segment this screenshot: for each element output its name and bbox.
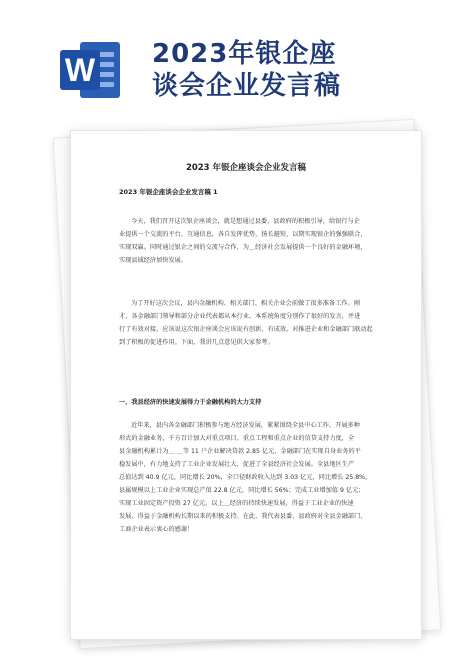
paragraph-line: 县属规模以上工业企业实现总产值 22.8 亿元，同比增长 56%；完成工业增加值 9 亿元； — [119, 487, 365, 494]
paragraph-line: 实现工业固定资产投资 27 亿元。以上＿经济的持续快速发展，得益于工业企业的快速 — [119, 500, 354, 507]
paragraph-line: 业提供一个交流的平台，互通信息，各自发挥优势，扬长避短，以期实现银企的强强联合， — [119, 231, 367, 238]
title-line-2: 谈会企业发言稿 — [152, 71, 342, 101]
paragraph-3 — [119, 419, 375, 536]
paragraph-line: 总值达到 40.9 亿元，同比增长 20%，全口径财政收入达到 3.03 亿元，同比增长 25.8%， — [119, 474, 372, 481]
paragraph-line: 实现双赢。同时通过银企之间的交流与合作，为＿经济社会发展提供一个良好的金融环境， — [119, 244, 367, 251]
paragraph-line: 稳发展中，有力地支持了工业企业发展壮大，促进了全县经济社会发展。全县地区生产 — [119, 461, 355, 468]
paragraph-line: 今天，我们召开这次银企座谈会，就是想通过县委、县政府的积极引导，给银行与企 — [131, 218, 360, 225]
paragraph-line: 为了开好这次会议，县内金融机构、相关部门、相关企业会前做了很多准备工作。刚 — [131, 300, 360, 307]
paragraph-1 — [119, 215, 375, 267]
word-doc-icon — [60, 38, 122, 102]
paragraph-line: 行了有效对接，应该说这次银企座谈会应该说有创新、有成效，对推进企业和金融部门联动起 — [119, 326, 373, 333]
paragraph-line: 形式的金融业务，千方百计加大对重点项目、重点工程和重点企业的信贷支持力度，全 — [119, 435, 355, 442]
paragraph-line: 才，各金融部门领导和部分企业代表都从本行业、本系统角度分别作了很好的发言，并进 — [119, 313, 361, 320]
paragraph-line: 到了积极的促进作用。下面，我讲几点意见供大家参考。 — [119, 339, 274, 346]
paragraph-line: 发展，得益于金融机构长期以来的积极支持。在此，我代表县委、县政府对全县金融部门、 — [119, 513, 367, 520]
paragraph-line: 工商企业表示衷心的感谢！ — [119, 526, 194, 533]
document-sub-heading: 2023 年银企座谈会企业发言稿 1 — [119, 188, 218, 196]
paragraph-line: 近年来，县内各金融部门积极参与地方经济发展，紧紧围绕全县中心工作，开展多种 — [131, 422, 360, 429]
page-title — [152, 38, 462, 102]
paragraph-line: 县金融机构累计为＿ ＿等 11 户企业解决贷款 2.85 亿元，金融部门在实现自身业务的平 — [119, 448, 361, 455]
paragraph-2 — [119, 297, 375, 349]
section-heading: 一、我县经济的快速发展得力于金融机构的大力支持 — [119, 399, 262, 406]
title-line-1: 2023年银企座 — [152, 39, 337, 69]
document-title: 2023 年银企座谈会企业发言稿 — [185, 163, 307, 173]
document-page — [70, 130, 422, 640]
paragraph-line: 实现县域经济加快发展。 — [119, 257, 188, 264]
word-badge: W — [60, 50, 100, 90]
